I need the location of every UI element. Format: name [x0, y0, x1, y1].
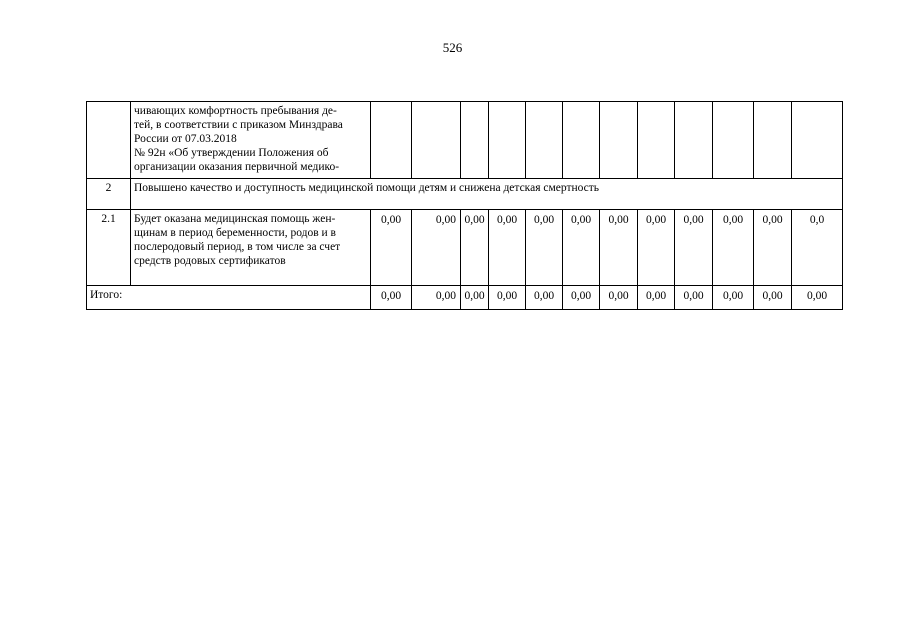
table-row-continuation — [87, 102, 843, 179]
value-cell — [600, 102, 638, 179]
value-cell: 0,00 — [713, 210, 754, 286]
value-cell — [754, 102, 792, 179]
value-cell: 0,00 — [600, 210, 638, 286]
total-value-cell: 0,00 — [638, 286, 675, 310]
value-cell — [563, 102, 600, 179]
value-cell — [675, 102, 713, 179]
table-row-item — [87, 210, 843, 286]
value-cell — [371, 102, 412, 179]
value-cell: 0,00 — [675, 210, 713, 286]
value-cell — [792, 102, 843, 179]
description-line: средств родовых сертификатов — [134, 255, 286, 267]
total-value-cell: 0,00 — [713, 286, 754, 310]
item-description-cell — [131, 210, 371, 286]
description-line: № 92н «Об утверждении Положения об — [134, 147, 329, 159]
total-value-cell: 0,00 — [412, 286, 461, 310]
value-cell — [461, 102, 489, 179]
total-value-cell: 0,00 — [600, 286, 638, 310]
section-number-cell: 2 — [87, 179, 131, 210]
budget-table — [86, 101, 843, 310]
row-description-cell — [131, 102, 371, 179]
value-cell: 0,00 — [754, 210, 792, 286]
description-line: послеродовый период, в том числе за счет — [134, 241, 341, 253]
value-cell: 0,00 — [526, 210, 563, 286]
row-number-cell — [87, 102, 131, 179]
section-title-cell: Повышено качество и доступность медицинской помощи детям и снижена детская смертность — [131, 179, 843, 210]
value-cell: 0,00 — [563, 210, 600, 286]
total-value-cell: 0,00 — [792, 286, 843, 310]
value-cell: 0,00 — [412, 210, 461, 286]
description-line: России от 07.03.2018 — [134, 133, 237, 145]
description-line: организации оказания первичной медико- — [134, 161, 340, 173]
value-cell — [489, 102, 526, 179]
total-value-cell: 0,00 — [371, 286, 412, 310]
value-cell: 0,0 — [792, 210, 843, 286]
value-cell — [713, 102, 754, 179]
table-row-total — [87, 286, 843, 310]
total-value-cell: 0,00 — [754, 286, 792, 310]
total-value-cell: 0,00 — [563, 286, 600, 310]
table-row-section — [87, 179, 843, 210]
total-value-cell: 0,00 — [675, 286, 713, 310]
description-line: чивающих комфортность пребывания де- — [134, 105, 337, 117]
total-label-cell: Итого: — [87, 286, 371, 310]
description-line: щинам в период беременности, родов и в — [134, 227, 336, 239]
value-cell — [412, 102, 461, 179]
page-number: 526 — [442, 40, 463, 55]
total-value-cell: 0,00 — [461, 286, 489, 310]
value-cell — [526, 102, 563, 179]
value-cell: 0,00 — [461, 210, 489, 286]
value-cell: 0,00 — [489, 210, 526, 286]
value-cell: 0,00 — [371, 210, 412, 286]
item-number-cell: 2.1 — [87, 210, 131, 286]
total-value-cell: 0,00 — [526, 286, 563, 310]
description-line: Будет оказана медицинская помощь жен- — [134, 213, 336, 225]
total-value-cell: 0,00 — [489, 286, 526, 310]
value-cell — [638, 102, 675, 179]
description-line: тей, в соответствии с приказом Минздрава — [134, 119, 343, 131]
value-cell: 0,00 — [638, 210, 675, 286]
